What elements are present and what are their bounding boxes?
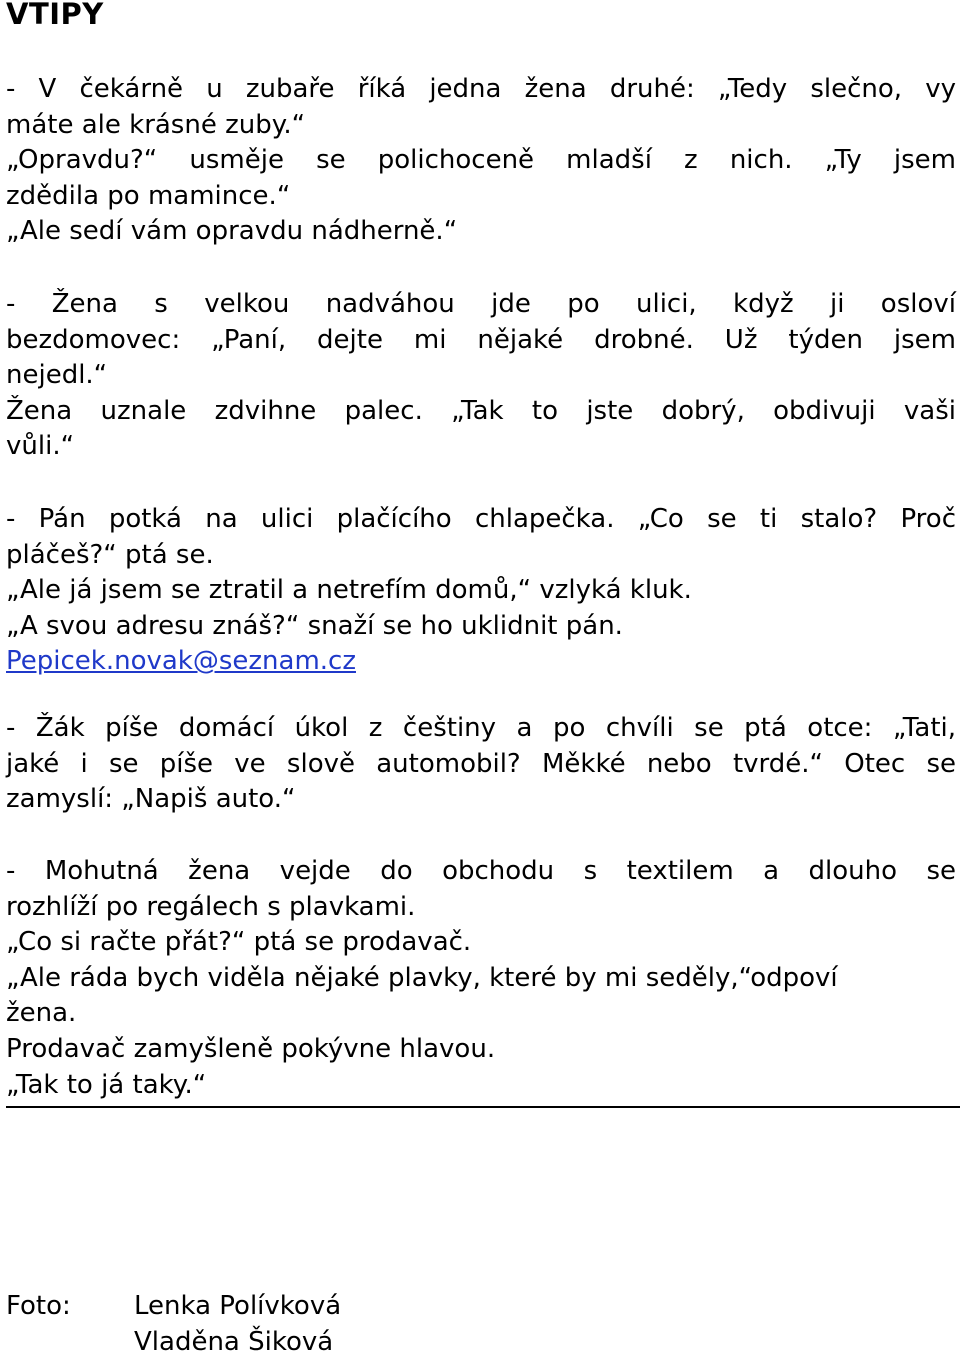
joke-line: „Ale já jsem se ztratil a netrefím domů,“ vzlyká kluk. — [6, 575, 692, 606]
joke-4 — [6, 711, 956, 818]
credits-label: Foto: — [6, 1291, 71, 1321]
joke-line: vůli.“ — [6, 431, 75, 462]
email-line — [6, 644, 956, 680]
joke-line: „Opravdu?“ usměje se polichoceně mladší z nich. „Ty jsem — [6, 145, 956, 176]
joke-line: bezdomovec: „Paní, dejte mi nějaké drobné. Už týden jsem — [6, 324, 956, 355]
joke-line: - Žák píše domácí úkol z češtiny a po chvíli se ptá otce: „Tati, — [6, 713, 956, 743]
joke-line: - Žena s velkou nadváhou jde po ulici, když ji osloví — [6, 289, 956, 319]
joke-line: „Co si račte přát?“ ptá se prodavač. — [6, 927, 472, 958]
joke-2 — [6, 287, 956, 465]
joke-line: „A svou adresu znáš?“ snaží se ho uklidnit pán. — [6, 610, 623, 641]
credit-name: Vladěna Šiková — [134, 1326, 334, 1357]
joke-line: Žena uznale zdvihne palec. „Tak to jste dobrý, obdivuji vaši — [6, 395, 956, 426]
joke-line: zdědila po mamince.“ — [6, 180, 291, 211]
credits-names — [134, 1289, 341, 1360]
joke-line: žena. — [6, 998, 77, 1029]
joke-5 — [6, 854, 956, 1103]
page-title: VTIPY — [6, 0, 104, 31]
joke-line: jaké i se píše ve slově automobil? Měkké nebo tvrdé.“ Otec se — [6, 748, 956, 779]
joke-line: „Ale ráda bych viděla nějaké plavky, které by mi seděly,“odpoví — [6, 962, 838, 993]
joke-line: - V čekárně u zubaře říká jedna žena druhé: „Tedy slečno, vy — [6, 74, 956, 104]
joke-line: - Pán potká na ulici plačícího chlapečka. „Co se ti stalo? Proč — [6, 504, 956, 534]
joke-line: „Ale sedí vám opravdu nádherně.“ — [6, 216, 458, 247]
joke-line: - Mohutná žena vejde do obchodu s textilem a dlouho se — [6, 856, 956, 886]
joke-line: zamyslí: „Napiš auto.“ — [6, 784, 296, 815]
joke-line: máte ale krásné zuby.“ — [6, 109, 306, 140]
email-link[interactable]: Pepicek.novak@seznam.cz — [6, 646, 356, 677]
joke-1 — [6, 72, 956, 250]
joke-line: Prodavač zamyšleně pokývne hlavou. — [6, 1033, 496, 1064]
joke-3 — [6, 502, 956, 680]
horizontal-rule — [6, 1106, 960, 1108]
joke-line: nejedl.“ — [6, 360, 108, 391]
joke-line: rozhlíží po regálech s plavkami. — [6, 891, 416, 922]
joke-line: pláčeš?“ ptá se. — [6, 539, 214, 570]
joke-line: „Tak to já taky.“ — [6, 1069, 207, 1100]
credit-name: Lenka Polívková — [134, 1291, 342, 1321]
